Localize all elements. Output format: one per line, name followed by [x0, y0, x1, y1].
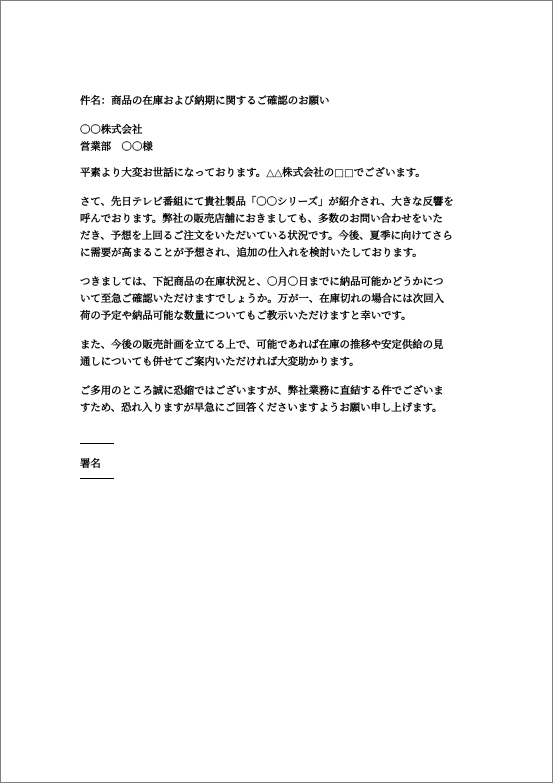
subject-line: 件名：商品の在庫および納期に関するご確認のお願い — [80, 95, 330, 107]
paragraph-1 — [80, 194, 480, 262]
signature-label: 署名 — [80, 458, 101, 470]
paragraph-4 — [80, 383, 480, 417]
paragraph-line: また、今後の販売計画を立てる上で、可能であれば在庫の推移や安定供給の見 — [80, 339, 444, 351]
letter-body — [80, 93, 480, 479]
recipient-company: 〇〇株式会社 — [80, 124, 143, 136]
paragraph-line: だき、予想を上回るご注文をいただいている状況です。今後、夏季に向けてさら — [80, 230, 453, 242]
paragraph-line: 荷の予定や納品可能な数量についてもご教示いただけますと幸いです。 — [80, 310, 412, 322]
paragraph-line: つきましては、下記商品の在庫状況と、〇月〇日までに納品可能かどうかにつ — [80, 276, 444, 288]
paragraph-line: に需要が高まることが予想され、追加の仕入れを検討いたしております。 — [80, 247, 423, 259]
greeting-line: 平素より大変お世話になっております。△△株式会社の□□でございます。 — [80, 167, 426, 179]
recipient-person: 営業部 〇〇様 — [80, 141, 153, 153]
paragraph-line: いて至急ご確認いただけますでしょうか。万が一、在庫切れの場合には次回入 — [80, 293, 444, 305]
paragraph-line: すため、恐れ入りますが早急にご回答くださいますようお願い申し上げます。 — [80, 402, 443, 414]
signature-rule-bottom — [80, 478, 114, 479]
paragraph-line: ご多用のところ誠に恐縮ではございますが、弊社業務に直結する件でございま — [80, 385, 444, 397]
paragraph-line: 呼んでおります。弊社の販売店舗におきましても、多数のお問い合わせをいた — [80, 213, 443, 225]
signature-rule-top — [80, 443, 114, 444]
paragraph-line: 通しについても併せてご案内いただければ大変助かります。 — [80, 356, 360, 368]
paragraph-line: さて、先日テレビ番組にて貴社製品「〇〇シリーズ」が紹介され、大きな反響を — [80, 196, 454, 208]
paragraph-2 — [80, 274, 480, 325]
paragraph-3 — [80, 337, 480, 371]
